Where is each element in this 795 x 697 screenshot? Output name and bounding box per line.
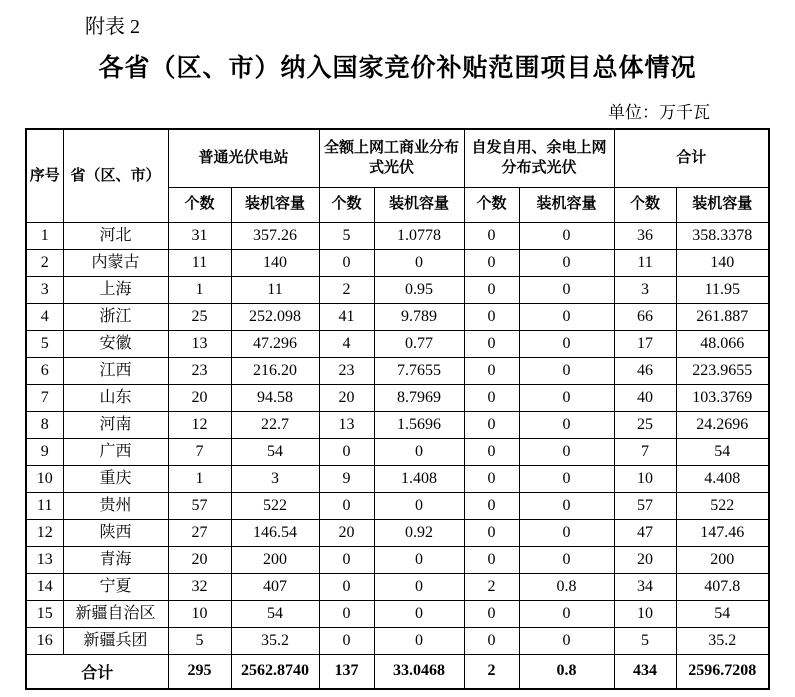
value-cell: 36 (614, 222, 676, 249)
value-cell: 261.887 (676, 303, 769, 330)
total-value: 295 (168, 654, 231, 689)
value-cell: 0 (519, 357, 614, 384)
value-cell: 20 (319, 384, 374, 411)
value-cell: 2 (464, 573, 519, 600)
value-cell: 0 (374, 492, 464, 519)
value-cell: 11 (168, 249, 231, 276)
table-row (26, 465, 769, 492)
value-cell: 47 (614, 519, 676, 546)
table-row (26, 303, 769, 330)
seq-cell: 12 (26, 519, 63, 546)
value-cell: 0 (374, 249, 464, 276)
value-cell: 146.54 (231, 519, 319, 546)
seq-cell: 7 (26, 384, 63, 411)
value-cell: 32 (168, 573, 231, 600)
seq-cell: 5 (26, 330, 63, 357)
value-cell: 200 (676, 546, 769, 573)
seq-cell: 2 (26, 249, 63, 276)
value-cell: 0 (519, 411, 614, 438)
seq-cell: 6 (26, 357, 63, 384)
table-row (26, 519, 769, 546)
header-group-full-grid-distributed-pv: 全额上网工商业分布式光伏 (319, 129, 464, 187)
table-row (26, 384, 769, 411)
value-cell: 3 (614, 276, 676, 303)
header-count-2: 个数 (319, 187, 374, 222)
value-cell: 11 (231, 276, 319, 303)
header-count-4: 个数 (614, 187, 676, 222)
province-cell: 安徽 (63, 330, 168, 357)
value-cell: 3 (231, 465, 319, 492)
header-capacity-2: 装机容量 (374, 187, 464, 222)
value-cell: 8.7969 (374, 384, 464, 411)
province-cell: 江西 (63, 357, 168, 384)
value-cell: 9 (319, 465, 374, 492)
value-cell: 5 (168, 627, 231, 654)
value-cell: 31 (168, 222, 231, 249)
province-cell: 山东 (63, 384, 168, 411)
value-cell: 54 (676, 438, 769, 465)
table-row (26, 438, 769, 465)
page-title: 各省（区、市）纳入国家竞价补贴范围项目总体情况 (98, 54, 697, 82)
value-cell: 0 (374, 600, 464, 627)
value-cell: 522 (676, 492, 769, 519)
total-value: 0.8 (519, 654, 614, 689)
header-group-ordinary-pv: 普通光伏电站 (168, 129, 319, 187)
value-cell: 1.0778 (374, 222, 464, 249)
value-cell: 57 (168, 492, 231, 519)
value-cell: 25 (614, 411, 676, 438)
total-value: 2562.8740 (231, 654, 319, 689)
value-cell: 35.2 (231, 627, 319, 654)
value-cell: 0 (519, 519, 614, 546)
projects-table (25, 128, 770, 690)
value-cell: 0 (374, 627, 464, 654)
value-cell: 47.296 (231, 330, 319, 357)
seq-cell: 16 (26, 627, 63, 654)
value-cell: 11 (614, 249, 676, 276)
value-cell: 20 (614, 546, 676, 573)
value-cell: 23 (319, 357, 374, 384)
table-row (26, 411, 769, 438)
value-cell: 103.3769 (676, 384, 769, 411)
value-cell: 0 (519, 465, 614, 492)
value-cell: 0 (519, 249, 614, 276)
value-cell: 0 (519, 546, 614, 573)
table-footer (26, 654, 769, 689)
province-cell: 重庆 (63, 465, 168, 492)
total-value: 434 (614, 654, 676, 689)
seq-cell: 13 (26, 546, 63, 573)
value-cell: 13 (319, 411, 374, 438)
value-cell: 41 (319, 303, 374, 330)
value-cell: 200 (231, 546, 319, 573)
value-cell: 0 (519, 492, 614, 519)
value-cell: 4.408 (676, 465, 769, 492)
value-cell: 147.46 (676, 519, 769, 546)
value-cell: 0 (464, 438, 519, 465)
value-cell: 66 (614, 303, 676, 330)
value-cell: 140 (676, 249, 769, 276)
value-cell: 522 (231, 492, 319, 519)
value-cell: 22.7 (231, 411, 319, 438)
table-row (26, 330, 769, 357)
value-cell: 94.58 (231, 384, 319, 411)
value-cell: 7 (168, 438, 231, 465)
total-value: 33.0468 (374, 654, 464, 689)
header-group-total: 合计 (614, 129, 769, 187)
value-cell: 0.95 (374, 276, 464, 303)
value-cell: 10 (614, 600, 676, 627)
value-cell: 0 (319, 438, 374, 465)
value-cell: 358.3378 (676, 222, 769, 249)
province-cell: 新疆兵团 (63, 627, 168, 654)
table-row (26, 492, 769, 519)
table-row (26, 627, 769, 654)
value-cell: 0 (464, 276, 519, 303)
seq-cell: 3 (26, 276, 63, 303)
value-cell: 7.7655 (374, 357, 464, 384)
value-cell: 0 (519, 627, 614, 654)
value-cell: 0 (464, 600, 519, 627)
value-cell: 1 (168, 465, 231, 492)
value-cell: 0 (519, 600, 614, 627)
value-cell: 48.066 (676, 330, 769, 357)
header-capacity-1: 装机容量 (231, 187, 319, 222)
value-cell: 0.77 (374, 330, 464, 357)
table-row (26, 222, 769, 249)
value-cell: 0 (319, 573, 374, 600)
value-cell: 0 (464, 222, 519, 249)
value-cell: 0 (519, 438, 614, 465)
value-cell: 23 (168, 357, 231, 384)
value-cell: 0 (464, 519, 519, 546)
total-value: 2 (464, 654, 519, 689)
total-row (26, 654, 769, 689)
header-capacity-4: 装机容量 (676, 187, 769, 222)
province-cell: 贵州 (63, 492, 168, 519)
value-cell: 2 (319, 276, 374, 303)
value-cell: 1 (168, 276, 231, 303)
value-cell: 4 (319, 330, 374, 357)
seq-cell: 10 (26, 465, 63, 492)
value-cell: 0 (519, 222, 614, 249)
value-cell: 0.92 (374, 519, 464, 546)
province-cell: 青海 (63, 546, 168, 573)
province-cell: 内蒙古 (63, 249, 168, 276)
value-cell: 0 (319, 492, 374, 519)
value-cell: 10 (614, 465, 676, 492)
header-count-1: 个数 (168, 187, 231, 222)
seq-cell: 14 (26, 573, 63, 600)
value-cell: 20 (168, 384, 231, 411)
unit-label: 单位：万千瓦 (608, 103, 710, 122)
value-cell: 20 (319, 519, 374, 546)
seq-cell: 9 (26, 438, 63, 465)
value-cell: 0 (319, 249, 374, 276)
value-cell: 0 (374, 438, 464, 465)
value-cell: 0 (519, 303, 614, 330)
value-cell: 407.8 (676, 573, 769, 600)
value-cell: 35.2 (676, 627, 769, 654)
value-cell: 407 (231, 573, 319, 600)
value-cell: 24.2696 (676, 411, 769, 438)
value-cell: 0 (319, 627, 374, 654)
table-row (26, 276, 769, 303)
header-seq: 序号 (26, 129, 63, 222)
header-group-selfuse-distributed-pv: 自发自用、余电上网分布式光伏 (464, 129, 614, 187)
value-cell: 357.26 (231, 222, 319, 249)
value-cell: 0 (519, 384, 614, 411)
value-cell: 0 (464, 546, 519, 573)
seq-cell: 15 (26, 600, 63, 627)
header-count-3: 个数 (464, 187, 519, 222)
province-cell: 浙江 (63, 303, 168, 330)
header-province: 省（区、市） (63, 129, 168, 222)
seq-cell: 1 (26, 222, 63, 249)
value-cell: 0 (464, 249, 519, 276)
value-cell: 0 (464, 627, 519, 654)
table-row (26, 357, 769, 384)
appendix-label: 附表 2 (85, 16, 140, 38)
header-capacity-3: 装机容量 (519, 187, 614, 222)
value-cell: 0 (319, 600, 374, 627)
value-cell: 0 (374, 546, 464, 573)
value-cell: 46 (614, 357, 676, 384)
value-cell: 0 (374, 573, 464, 600)
value-cell: 13 (168, 330, 231, 357)
value-cell: 5 (319, 222, 374, 249)
value-cell: 0 (319, 546, 374, 573)
seq-cell: 11 (26, 492, 63, 519)
value-cell: 252.098 (231, 303, 319, 330)
value-cell: 57 (614, 492, 676, 519)
total-value: 137 (319, 654, 374, 689)
value-cell: 0 (464, 411, 519, 438)
seq-cell: 8 (26, 411, 63, 438)
province-cell: 河南 (63, 411, 168, 438)
value-cell: 0 (464, 303, 519, 330)
province-cell: 陕西 (63, 519, 168, 546)
total-label: 合计 (26, 654, 168, 689)
value-cell: 1.408 (374, 465, 464, 492)
province-cell: 宁夏 (63, 573, 168, 600)
value-cell: 223.9655 (676, 357, 769, 384)
province-cell: 新疆自治区 (63, 600, 168, 627)
table-row (26, 546, 769, 573)
value-cell: 11.95 (676, 276, 769, 303)
table-body (26, 222, 769, 654)
value-cell: 0 (464, 357, 519, 384)
seq-cell: 4 (26, 303, 63, 330)
table-row (26, 249, 769, 276)
value-cell: 17 (614, 330, 676, 357)
province-cell: 上海 (63, 276, 168, 303)
value-cell: 54 (676, 600, 769, 627)
value-cell: 0 (464, 492, 519, 519)
value-cell: 54 (231, 438, 319, 465)
value-cell: 9.789 (374, 303, 464, 330)
value-cell: 27 (168, 519, 231, 546)
province-cell: 河北 (63, 222, 168, 249)
value-cell: 140 (231, 249, 319, 276)
value-cell: 0 (519, 276, 614, 303)
value-cell: 12 (168, 411, 231, 438)
table-row (26, 573, 769, 600)
table-header (26, 129, 769, 222)
value-cell: 7 (614, 438, 676, 465)
value-cell: 40 (614, 384, 676, 411)
value-cell: 0.8 (519, 573, 614, 600)
value-cell: 10 (168, 600, 231, 627)
value-cell: 5 (614, 627, 676, 654)
value-cell: 54 (231, 600, 319, 627)
value-cell: 0 (464, 384, 519, 411)
value-cell: 1.5696 (374, 411, 464, 438)
total-value: 2596.7208 (676, 654, 769, 689)
header-group-row (26, 129, 769, 187)
value-cell: 216.20 (231, 357, 319, 384)
value-cell: 20 (168, 546, 231, 573)
value-cell: 0 (519, 330, 614, 357)
value-cell: 0 (464, 465, 519, 492)
value-cell: 25 (168, 303, 231, 330)
value-cell: 0 (464, 330, 519, 357)
table-row (26, 600, 769, 627)
province-cell: 广西 (63, 438, 168, 465)
value-cell: 34 (614, 573, 676, 600)
